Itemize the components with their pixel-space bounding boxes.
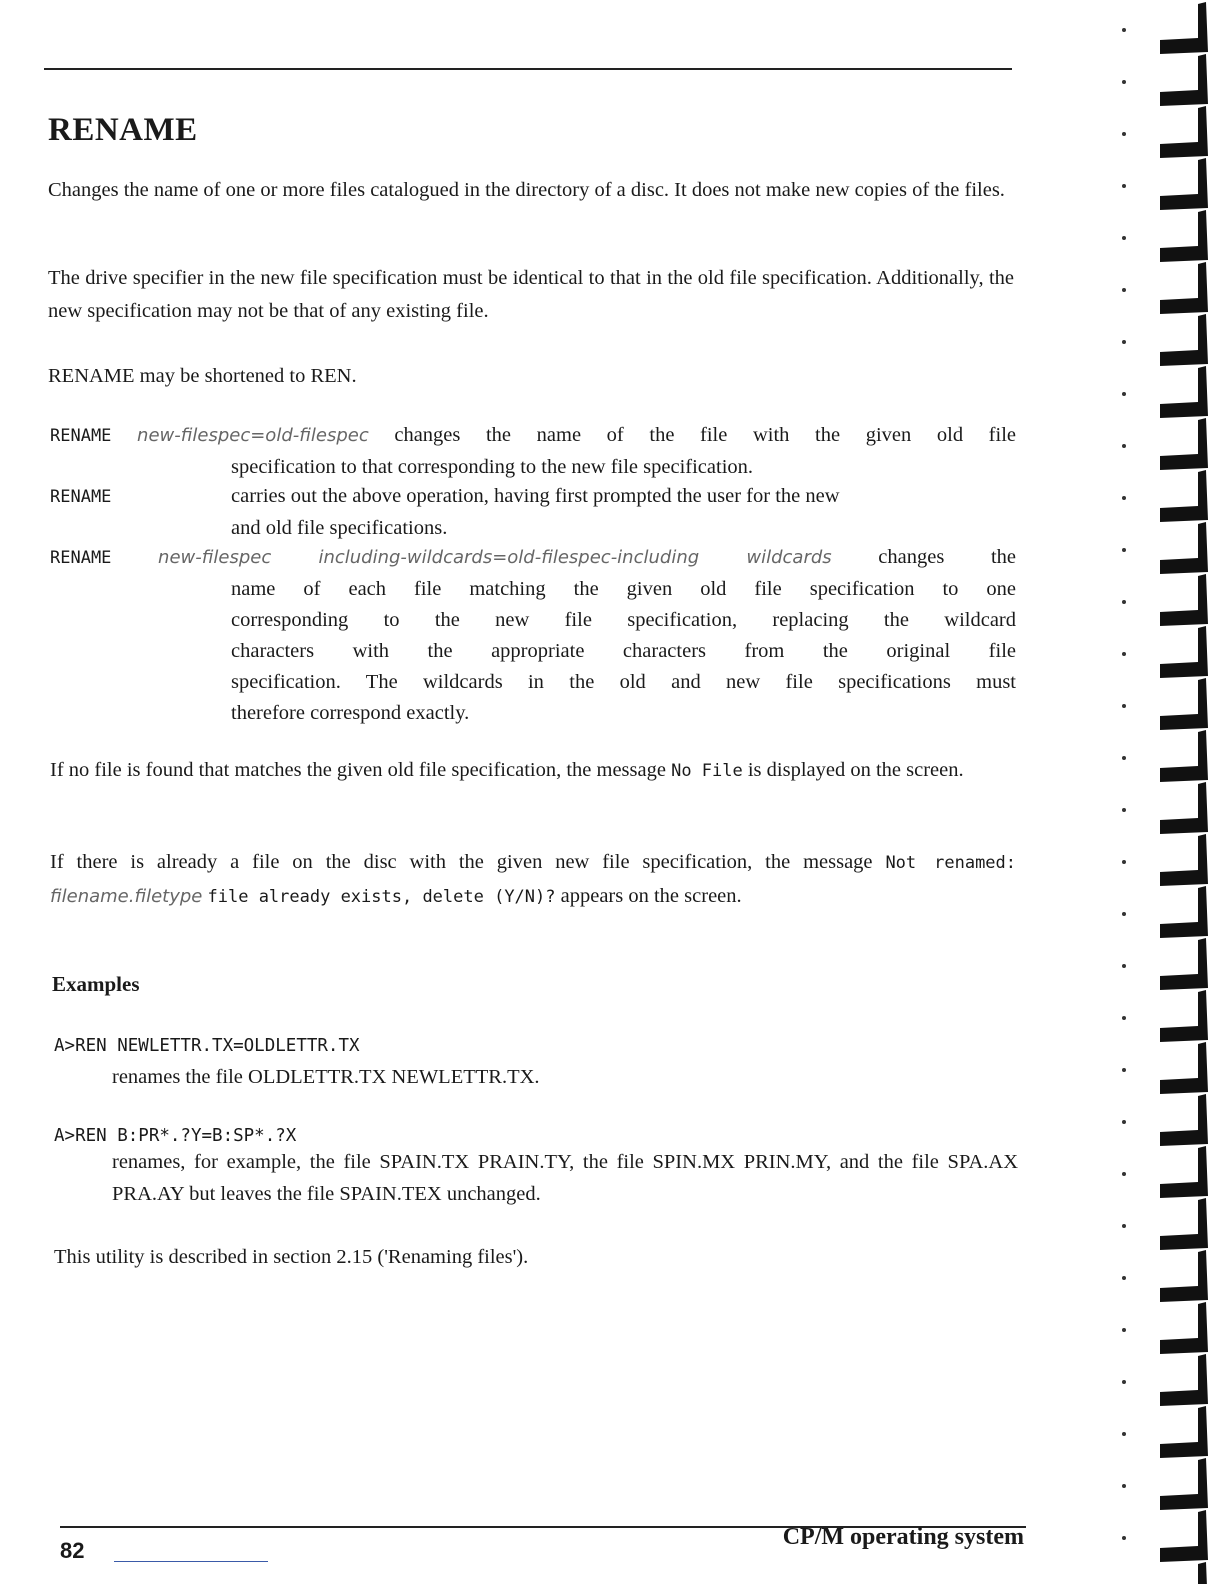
closing-paragraph: This utility is described in section 2.15 ('Renaming files'). <box>54 1246 529 1268</box>
short-form-note: RENAME may be shortened to REN. <box>48 365 357 387</box>
command-argument: new-filespec=old-filespec <box>137 425 369 446</box>
binding-hook <box>1122 938 1208 990</box>
command-description-line: specification. The wildcards in the old and new file specifications must <box>231 671 1016 693</box>
drive-note-paragraph: The drive specifier in the new file specification must be identical to that in the old file specification. Additionally, the new specification may not be that of any existing file. <box>48 267 1014 322</box>
binding-hook <box>1122 626 1208 678</box>
binding-hook <box>1122 1250 1208 1302</box>
example-command-1: A>REN NEWLETTR.TX=OLDLETTR.TX <box>54 1036 360 1056</box>
command-form-1 <box>50 420 1016 483</box>
command-description-first: changes the <box>878 546 1016 568</box>
binding-hook <box>1122 314 1208 366</box>
command-description-first: carries out the above operation, having first prompted the user for the new <box>231 485 840 507</box>
binding-hook <box>1122 1198 1208 1250</box>
command-description-line: therefore correspond exactly. <box>231 702 470 724</box>
command-description-line: name of each file matching the given old file specification to one <box>231 578 1016 600</box>
binding-hook <box>1122 106 1208 158</box>
binding-hook <box>1122 1510 1208 1562</box>
binding-hook <box>1122 730 1208 782</box>
binding-hook <box>1122 158 1208 210</box>
page-title: RENAME <box>48 112 198 148</box>
binding-hook <box>1122 1094 1208 1146</box>
command-description-line: and old file specifications. <box>231 517 448 539</box>
binding-hook <box>1122 574 1208 626</box>
command-description-first: changes the name of the file with the given old file <box>394 424 1017 446</box>
binding-hook <box>1122 782 1208 834</box>
no-file-text-before: If no file is found that matches the given old file specification, the message <box>50 759 666 781</box>
binding-hook <box>1122 470 1208 522</box>
binding-hook <box>1122 1042 1208 1094</box>
section-title: CP/M operating system <box>782 1524 1024 1550</box>
exists-text-after: appears on the screen. <box>560 885 742 907</box>
no-file-paragraph <box>50 754 1016 788</box>
command-argument: new-filespec including-wildcards=old-filespec-including wildcards <box>158 547 832 568</box>
intro-paragraph: Changes the name of one or more files catalogued in the directory of a disc. It does not make new copies of the files. <box>48 179 1005 201</box>
spiral-binding-graphic <box>1096 0 1224 1584</box>
binding-hook <box>1122 1562 1208 1584</box>
example-description-2: renames, for example, the file SPAIN.TX PRAIN.TY, the file SPIN.MX PRIN.MY, and the file SPA.AX PRA.AY but leaves the file SPAIN.TEX unchanged. <box>112 1151 1018 1205</box>
exists-message-start: Not renamed: <box>885 853 1017 873</box>
command-description-line: corresponding to the new file specification, replacing the wildcard <box>231 609 1016 631</box>
top-rule <box>44 68 1012 70</box>
command-keyword: RENAME <box>50 487 112 507</box>
binding-hook <box>1122 1406 1208 1458</box>
page-number: 82 <box>60 1538 85 1563</box>
binding-hook <box>1122 834 1208 886</box>
binding-hook <box>1122 522 1208 574</box>
binding-hook <box>1122 678 1208 730</box>
no-file-text-after: is displayed on the screen. <box>747 759 964 781</box>
binding-hook <box>1122 418 1208 470</box>
command-keyword: RENAME <box>50 426 112 446</box>
page-number-underline <box>114 1561 268 1562</box>
binding-hook <box>1122 210 1208 262</box>
binding-hook <box>1122 1458 1208 1510</box>
command-keyword: RENAME <box>50 548 112 568</box>
example-description-1: renames the file OLDLETTR.TX NEWLETTR.TX. <box>112 1066 540 1088</box>
binding-hook <box>1122 1302 1208 1354</box>
exists-message-end: file already exists, delete (Y/N)? <box>207 887 556 907</box>
command-form-3 <box>50 542 1016 729</box>
no-file-message: No File <box>671 761 743 781</box>
binding-hook <box>1122 886 1208 938</box>
already-exists-paragraph <box>50 846 1016 914</box>
binding-hook <box>1122 54 1208 106</box>
binding-hook <box>1122 2 1208 54</box>
binding-hook <box>1122 366 1208 418</box>
binding-hook <box>1122 990 1208 1042</box>
exists-filename: filename.filetype <box>50 886 203 907</box>
command-description-line: specification to that corresponding to the new file specification. <box>231 456 754 478</box>
command-description-line: characters with the appropriate characters from the original file <box>231 640 1016 662</box>
examples-heading: Examples <box>52 972 140 996</box>
command-form-2 <box>50 481 1016 544</box>
example-command-2: A>REN B:PR*.?Y=B:SP*.?X <box>54 1126 297 1146</box>
binding-hook <box>1122 262 1208 314</box>
binding-hook <box>1122 1354 1208 1406</box>
binding-hook <box>1122 1146 1208 1198</box>
exists-text-before: If there is already a file on the disc with the given new file specification, the message <box>50 851 873 873</box>
